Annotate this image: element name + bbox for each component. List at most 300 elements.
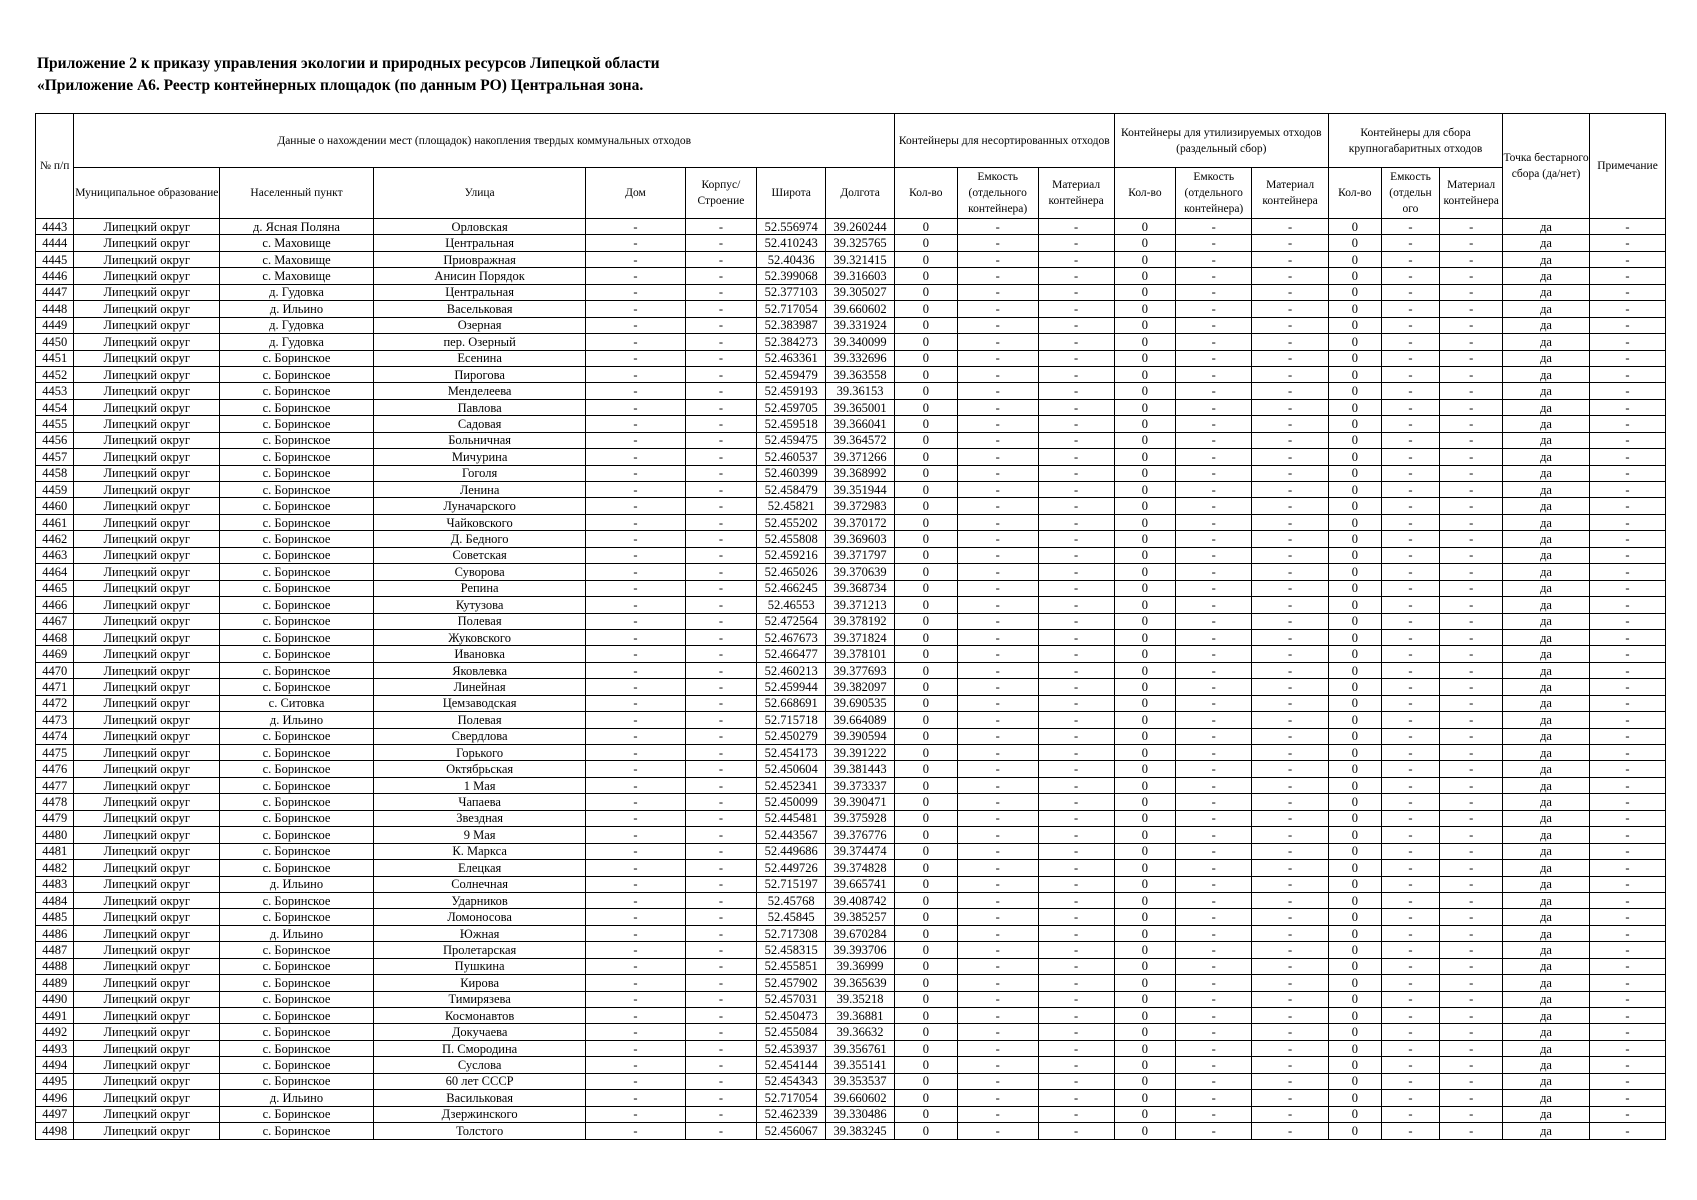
- recycle-material-cell: -: [1252, 1123, 1329, 1139]
- recycle-capacity-cell: -: [1176, 301, 1252, 317]
- unsorted-qty-cell: 0: [895, 1040, 958, 1056]
- unsorted-qty-cell: 0: [895, 1024, 958, 1040]
- street-cell: Луначарского: [373, 498, 585, 514]
- bulky-qty-cell: 0: [1329, 432, 1382, 448]
- building-cell: -: [685, 547, 757, 563]
- house-cell: -: [586, 1106, 685, 1122]
- table-row: [36, 679, 1666, 695]
- street-cell: Жуковского: [373, 629, 585, 645]
- containerless-cell: да: [1503, 876, 1590, 892]
- building-cell: -: [685, 432, 757, 448]
- latitude-cell: 52.457031: [757, 991, 826, 1007]
- latitude-cell: 52.443567: [757, 827, 826, 843]
- house-cell: -: [586, 794, 685, 810]
- recycle-material-cell: -: [1252, 876, 1329, 892]
- municipality-cell: Липецкий округ: [74, 909, 220, 925]
- recycle-capacity-cell: -: [1176, 991, 1252, 1007]
- note-cell: -: [1590, 284, 1666, 300]
- bulky-material-cell: -: [1440, 728, 1503, 744]
- bulky-material-cell: -: [1440, 629, 1503, 645]
- unsorted-qty-cell: 0: [895, 1090, 958, 1106]
- latitude-cell: 52.399068: [757, 268, 826, 284]
- unsorted-capacity-cell: -: [957, 827, 1038, 843]
- recycle-qty-cell: 0: [1114, 892, 1176, 908]
- containerless-cell: да: [1503, 712, 1590, 728]
- settlement-cell: с. Боринское: [220, 449, 374, 465]
- row-number-cell: 4480: [36, 827, 74, 843]
- table-row: [36, 909, 1666, 925]
- row-number-cell: 4493: [36, 1040, 74, 1056]
- bulky-material-cell: -: [1440, 432, 1503, 448]
- building-cell: -: [685, 350, 757, 366]
- bulky-qty-cell: 0: [1329, 531, 1382, 547]
- recycle-qty-cell: 0: [1114, 334, 1176, 350]
- note-cell: -: [1590, 432, 1666, 448]
- unsorted-material-cell: -: [1038, 745, 1114, 761]
- bulky-material-cell: -: [1440, 547, 1503, 563]
- header-recycle-group: Контейнеры для утилизируемых отходов (раздельный сбор): [1114, 114, 1328, 168]
- row-number-cell: 4468: [36, 629, 74, 645]
- bulky-material-cell: -: [1440, 1123, 1503, 1139]
- settlement-cell: с. Боринское: [220, 1106, 374, 1122]
- header-bulky-group: Контейнеры для сбора крупногабаритных отходов: [1329, 114, 1503, 168]
- containerless-cell: да: [1503, 679, 1590, 695]
- recycle-qty-cell: 0: [1114, 695, 1176, 711]
- latitude-cell: 52.460537: [757, 449, 826, 465]
- unsorted-qty-cell: 0: [895, 580, 958, 596]
- house-cell: -: [586, 958, 685, 974]
- municipality-cell: Липецкий округ: [74, 892, 220, 908]
- recycle-qty-cell: 0: [1114, 514, 1176, 530]
- unsorted-material-cell: -: [1038, 432, 1114, 448]
- note-cell: -: [1590, 629, 1666, 645]
- settlement-cell: с. Ситовка: [220, 695, 374, 711]
- recycle-material-cell: -: [1252, 366, 1329, 382]
- bulky-qty-cell: 0: [1329, 876, 1382, 892]
- header-containerless: Точка бестарного сбора (да/нет): [1503, 114, 1590, 219]
- settlement-cell: с. Боринское: [220, 498, 374, 514]
- street-cell: Яковлевка: [373, 662, 585, 678]
- latitude-cell: 52.717308: [757, 925, 826, 941]
- bulky-capacity-cell: -: [1381, 1106, 1440, 1122]
- note-cell: -: [1590, 416, 1666, 432]
- bulky-capacity-cell: -: [1381, 810, 1440, 826]
- note-cell: -: [1590, 482, 1666, 498]
- municipality-cell: Липецкий округ: [74, 794, 220, 810]
- unsorted-capacity-cell: -: [957, 613, 1038, 629]
- longitude-cell: 39.390594: [826, 728, 895, 744]
- settlement-cell: с. Боринское: [220, 564, 374, 580]
- unsorted-capacity-cell: -: [957, 925, 1038, 941]
- table-row: [36, 843, 1666, 859]
- building-cell: -: [685, 860, 757, 876]
- recycle-capacity-cell: -: [1176, 235, 1252, 251]
- street-cell: 1 Мая: [373, 777, 585, 793]
- longitude-cell: 39.316603: [826, 268, 895, 284]
- bulky-qty-cell: 0: [1329, 366, 1382, 382]
- bulky-capacity-cell: -: [1381, 745, 1440, 761]
- longitude-cell: 39.377693: [826, 662, 895, 678]
- bulky-material-cell: -: [1440, 251, 1503, 267]
- recycle-capacity-cell: -: [1176, 909, 1252, 925]
- bulky-qty-cell: 0: [1329, 728, 1382, 744]
- unsorted-capacity-cell: -: [957, 1123, 1038, 1139]
- building-cell: -: [685, 465, 757, 481]
- settlement-cell: с. Боринское: [220, 1073, 374, 1089]
- header-recycle-capacity: Емкость (отдельного контейнера): [1176, 168, 1252, 219]
- unsorted-capacity-cell: -: [957, 580, 1038, 596]
- containerless-cell: да: [1503, 958, 1590, 974]
- containerless-cell: да: [1503, 1057, 1590, 1073]
- recycle-qty-cell: 0: [1114, 465, 1176, 481]
- building-cell: -: [685, 1073, 757, 1089]
- recycle-qty-cell: 0: [1114, 728, 1176, 744]
- recycle-capacity-cell: -: [1176, 827, 1252, 843]
- note-cell: -: [1590, 498, 1666, 514]
- municipality-cell: Липецкий округ: [74, 1073, 220, 1089]
- unsorted-capacity-cell: -: [957, 284, 1038, 300]
- building-cell: -: [685, 909, 757, 925]
- house-cell: -: [586, 728, 685, 744]
- bulky-material-cell: -: [1440, 416, 1503, 432]
- bulky-qty-cell: 0: [1329, 268, 1382, 284]
- recycle-material-cell: -: [1252, 1024, 1329, 1040]
- building-cell: -: [685, 235, 757, 251]
- building-cell: -: [685, 416, 757, 432]
- note-cell: -: [1590, 597, 1666, 613]
- longitude-cell: 39.353537: [826, 1073, 895, 1089]
- building-cell: -: [685, 827, 757, 843]
- containerless-cell: да: [1503, 350, 1590, 366]
- bulky-material-cell: -: [1440, 662, 1503, 678]
- bulky-material-cell: -: [1440, 975, 1503, 991]
- bulky-capacity-cell: -: [1381, 580, 1440, 596]
- containerless-cell: да: [1503, 942, 1590, 958]
- street-cell: Ленина: [373, 482, 585, 498]
- recycle-qty-cell: 0: [1114, 416, 1176, 432]
- latitude-cell: 52.715718: [757, 712, 826, 728]
- settlement-cell: д. Ильино: [220, 712, 374, 728]
- recycle-qty-cell: 0: [1114, 547, 1176, 563]
- containerless-cell: да: [1503, 827, 1590, 843]
- row-number-cell: 4458: [36, 465, 74, 481]
- building-cell: -: [685, 761, 757, 777]
- bulky-material-cell: -: [1440, 564, 1503, 580]
- house-cell: -: [586, 975, 685, 991]
- unsorted-capacity-cell: -: [957, 514, 1038, 530]
- recycle-qty-cell: 0: [1114, 564, 1176, 580]
- building-cell: -: [685, 284, 757, 300]
- header-unsorted-material: Материал контейнера: [1038, 168, 1114, 219]
- note-cell: -: [1590, 449, 1666, 465]
- row-number-cell: 4476: [36, 761, 74, 777]
- building-cell: -: [685, 597, 757, 613]
- municipality-cell: Липецкий округ: [74, 350, 220, 366]
- street-cell: Суворова: [373, 564, 585, 580]
- building-cell: -: [685, 745, 757, 761]
- building-cell: -: [685, 876, 757, 892]
- longitude-cell: 39.382097: [826, 679, 895, 695]
- bulky-material-cell: -: [1440, 761, 1503, 777]
- table-row: [36, 547, 1666, 563]
- note-cell: -: [1590, 564, 1666, 580]
- unsorted-qty-cell: 0: [895, 514, 958, 530]
- settlement-cell: д. Ильино: [220, 925, 374, 941]
- bulky-material-cell: -: [1440, 531, 1503, 547]
- house-cell: -: [586, 909, 685, 925]
- building-cell: -: [685, 728, 757, 744]
- latitude-cell: 52.458315: [757, 942, 826, 958]
- table-row: [36, 712, 1666, 728]
- bulky-capacity-cell: -: [1381, 925, 1440, 941]
- street-cell: Садовая: [373, 416, 585, 432]
- longitude-cell: 39.408742: [826, 892, 895, 908]
- street-cell: Свердлова: [373, 728, 585, 744]
- bulky-qty-cell: 0: [1329, 1040, 1382, 1056]
- bulky-capacity-cell: -: [1381, 416, 1440, 432]
- unsorted-capacity-cell: -: [957, 334, 1038, 350]
- bulky-qty-cell: 0: [1329, 580, 1382, 596]
- settlement-cell: с. Боринское: [220, 843, 374, 859]
- recycle-qty-cell: 0: [1114, 958, 1176, 974]
- longitude-cell: 39.363558: [826, 366, 895, 382]
- longitude-cell: 39.368992: [826, 465, 895, 481]
- recycle-material-cell: -: [1252, 449, 1329, 465]
- recycle-material-cell: -: [1252, 712, 1329, 728]
- municipality-cell: Липецкий округ: [74, 942, 220, 958]
- building-cell: -: [685, 777, 757, 793]
- longitude-cell: 39.390471: [826, 794, 895, 810]
- longitude-cell: 39.368734: [826, 580, 895, 596]
- bulky-qty-cell: 0: [1329, 317, 1382, 333]
- recycle-material-cell: -: [1252, 547, 1329, 563]
- note-cell: -: [1590, 465, 1666, 481]
- latitude-cell: 52.45845: [757, 909, 826, 925]
- row-number-cell: 4445: [36, 251, 74, 267]
- containerless-cell: да: [1503, 465, 1590, 481]
- table-row: [36, 284, 1666, 300]
- unsorted-material-cell: -: [1038, 1090, 1114, 1106]
- note-cell: -: [1590, 975, 1666, 991]
- house-cell: -: [586, 597, 685, 613]
- bulky-qty-cell: 0: [1329, 777, 1382, 793]
- bulky-capacity-cell: -: [1381, 892, 1440, 908]
- building-cell: -: [685, 975, 757, 991]
- recycle-material-cell: -: [1252, 1040, 1329, 1056]
- building-cell: -: [685, 679, 757, 695]
- settlement-cell: с. Боринское: [220, 728, 374, 744]
- latitude-cell: 52.449726: [757, 860, 826, 876]
- bulky-qty-cell: 0: [1329, 235, 1382, 251]
- recycle-material-cell: -: [1252, 761, 1329, 777]
- latitude-cell: 52.556974: [757, 219, 826, 235]
- street-cell: Суслова: [373, 1057, 585, 1073]
- recycle-capacity-cell: -: [1176, 629, 1252, 645]
- bulky-capacity-cell: -: [1381, 383, 1440, 399]
- bulky-qty-cell: 0: [1329, 745, 1382, 761]
- recycle-qty-cell: 0: [1114, 745, 1176, 761]
- row-number-cell: 4490: [36, 991, 74, 1007]
- recycle-qty-cell: 0: [1114, 301, 1176, 317]
- settlement-cell: с. Боринское: [220, 975, 374, 991]
- longitude-cell: 39.373337: [826, 777, 895, 793]
- note-cell: -: [1590, 712, 1666, 728]
- recycle-qty-cell: 0: [1114, 219, 1176, 235]
- unsorted-capacity-cell: -: [957, 1040, 1038, 1056]
- containerless-cell: да: [1503, 1040, 1590, 1056]
- recycle-material-cell: -: [1252, 958, 1329, 974]
- table-row: [36, 662, 1666, 678]
- recycle-material-cell: -: [1252, 925, 1329, 941]
- recycle-capacity-cell: -: [1176, 712, 1252, 728]
- street-cell: Звездная: [373, 810, 585, 826]
- note-cell: -: [1590, 925, 1666, 941]
- containerless-cell: да: [1503, 1090, 1590, 1106]
- bulky-qty-cell: 0: [1329, 613, 1382, 629]
- bulky-material-cell: -: [1440, 613, 1503, 629]
- table-row: [36, 695, 1666, 711]
- header-recycle-material: Материал контейнера: [1252, 168, 1329, 219]
- longitude-cell: 39.372983: [826, 498, 895, 514]
- table-row: [36, 810, 1666, 826]
- longitude-cell: 39.370172: [826, 514, 895, 530]
- recycle-capacity-cell: -: [1176, 958, 1252, 974]
- unsorted-qty-cell: 0: [895, 876, 958, 892]
- row-number-cell: 4450: [36, 334, 74, 350]
- recycle-qty-cell: 0: [1114, 1106, 1176, 1122]
- row-number-cell: 4455: [36, 416, 74, 432]
- unsorted-material-cell: -: [1038, 317, 1114, 333]
- recycle-capacity-cell: -: [1176, 1123, 1252, 1139]
- street-cell: Октябрьская: [373, 761, 585, 777]
- note-cell: -: [1590, 547, 1666, 563]
- building-cell: -: [685, 219, 757, 235]
- unsorted-qty-cell: 0: [895, 991, 958, 1007]
- longitude-cell: 39.331924: [826, 317, 895, 333]
- unsorted-material-cell: -: [1038, 514, 1114, 530]
- house-cell: -: [586, 942, 685, 958]
- municipality-cell: Липецкий округ: [74, 925, 220, 941]
- municipality-cell: Липецкий округ: [74, 580, 220, 596]
- bulky-capacity-cell: -: [1381, 1040, 1440, 1056]
- unsorted-material-cell: -: [1038, 646, 1114, 662]
- recycle-material-cell: -: [1252, 399, 1329, 415]
- bulky-qty-cell: 0: [1329, 1057, 1382, 1073]
- containerless-cell: да: [1503, 646, 1590, 662]
- house-cell: -: [586, 1090, 685, 1106]
- containerless-cell: да: [1503, 251, 1590, 267]
- unsorted-material-cell: -: [1038, 482, 1114, 498]
- latitude-cell: 52.454173: [757, 745, 826, 761]
- bulky-capacity-cell: -: [1381, 514, 1440, 530]
- unsorted-material-cell: -: [1038, 794, 1114, 810]
- house-cell: -: [586, 432, 685, 448]
- header-lat: Широта: [757, 168, 826, 219]
- bulky-capacity-cell: -: [1381, 662, 1440, 678]
- street-cell: пер. Озерный: [373, 334, 585, 350]
- row-number-cell: 4489: [36, 975, 74, 991]
- bulky-capacity-cell: -: [1381, 909, 1440, 925]
- municipality-cell: Липецкий округ: [74, 629, 220, 645]
- bulky-capacity-cell: -: [1381, 399, 1440, 415]
- recycle-material-cell: -: [1252, 432, 1329, 448]
- note-cell: -: [1590, 366, 1666, 382]
- containerless-cell: да: [1503, 1106, 1590, 1122]
- recycle-capacity-cell: -: [1176, 695, 1252, 711]
- settlement-cell: д. Гудовка: [220, 317, 374, 333]
- containerless-cell: да: [1503, 925, 1590, 941]
- row-number-cell: 4474: [36, 728, 74, 744]
- note-cell: -: [1590, 1123, 1666, 1139]
- settlement-cell: с. Боринское: [220, 892, 374, 908]
- settlement-cell: с. Боринское: [220, 745, 374, 761]
- unsorted-capacity-cell: -: [957, 547, 1038, 563]
- unsorted-material-cell: -: [1038, 301, 1114, 317]
- row-number-cell: 4485: [36, 909, 74, 925]
- bulky-material-cell: -: [1440, 1008, 1503, 1024]
- bulky-capacity-cell: -: [1381, 597, 1440, 613]
- bulky-capacity-cell: -: [1381, 317, 1440, 333]
- note-cell: -: [1590, 383, 1666, 399]
- table-row: [36, 761, 1666, 777]
- unsorted-material-cell: -: [1038, 942, 1114, 958]
- recycle-material-cell: -: [1252, 1090, 1329, 1106]
- settlement-cell: с. Боринское: [220, 613, 374, 629]
- bulky-qty-cell: 0: [1329, 892, 1382, 908]
- settlement-cell: с. Маховище: [220, 268, 374, 284]
- recycle-capacity-cell: -: [1176, 745, 1252, 761]
- municipality-cell: Липецкий округ: [74, 958, 220, 974]
- table-row: [36, 432, 1666, 448]
- house-cell: -: [586, 317, 685, 333]
- municipality-cell: Липецкий округ: [74, 399, 220, 415]
- note-cell: -: [1590, 317, 1666, 333]
- table-row: [36, 860, 1666, 876]
- house-cell: -: [586, 219, 685, 235]
- unsorted-capacity-cell: -: [957, 843, 1038, 859]
- header-bulky-capacity: Емкость (отдельн ого: [1381, 168, 1440, 219]
- recycle-qty-cell: 0: [1114, 925, 1176, 941]
- recycle-qty-cell: 0: [1114, 498, 1176, 514]
- note-cell: -: [1590, 1106, 1666, 1122]
- containerless-cell: да: [1503, 695, 1590, 711]
- unsorted-qty-cell: 0: [895, 317, 958, 333]
- bulky-capacity-cell: -: [1381, 301, 1440, 317]
- unsorted-capacity-cell: -: [957, 1024, 1038, 1040]
- recycle-capacity-cell: -: [1176, 383, 1252, 399]
- note-cell: -: [1590, 810, 1666, 826]
- building-cell: -: [685, 662, 757, 678]
- unsorted-qty-cell: 0: [895, 1073, 958, 1089]
- recycle-capacity-cell: -: [1176, 925, 1252, 941]
- municipality-cell: Липецкий округ: [74, 465, 220, 481]
- street-cell: Горького: [373, 745, 585, 761]
- municipality-cell: Липецкий округ: [74, 219, 220, 235]
- recycle-material-cell: -: [1252, 827, 1329, 843]
- longitude-cell: 39.340099: [826, 334, 895, 350]
- containerless-cell: да: [1503, 219, 1590, 235]
- bulky-qty-cell: 0: [1329, 547, 1382, 563]
- municipality-cell: Липецкий округ: [74, 662, 220, 678]
- unsorted-qty-cell: 0: [895, 662, 958, 678]
- longitude-cell: 39.36999: [826, 958, 895, 974]
- unsorted-material-cell: -: [1038, 1024, 1114, 1040]
- table-row: [36, 1073, 1666, 1089]
- unsorted-material-cell: -: [1038, 860, 1114, 876]
- bulky-material-cell: -: [1440, 301, 1503, 317]
- latitude-cell: 52.715197: [757, 876, 826, 892]
- row-number-cell: 4488: [36, 958, 74, 974]
